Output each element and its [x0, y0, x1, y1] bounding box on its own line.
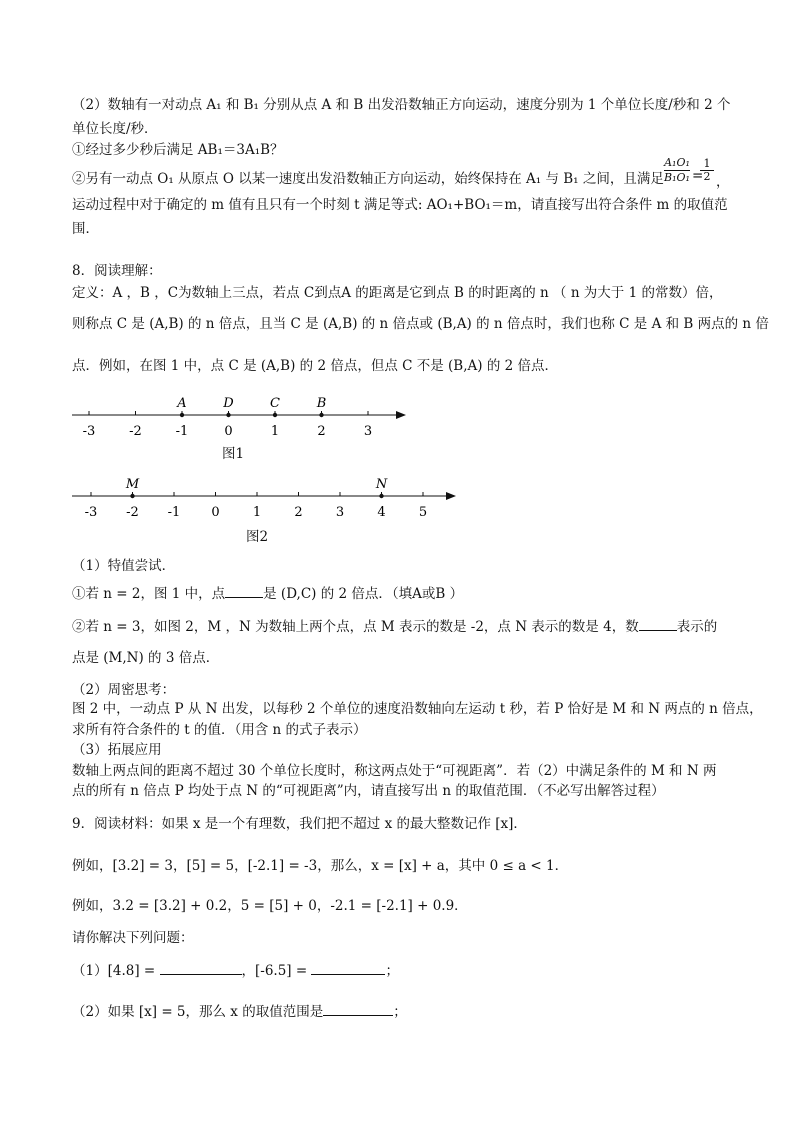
- point-label: M: [125, 477, 140, 492]
- answer-blank-1[interactable]: [225, 585, 263, 598]
- tick-label: 1: [270, 424, 280, 439]
- q8-definition-line1: 定义：A ，B ，C为数轴上三点，若点 C到点A 的距离是它到点 B 的时距离的 n （ n 为大于 1 的常数）倍，: [72, 285, 723, 301]
- point-label: N: [375, 477, 388, 492]
- q9-q1-text-b: ，[-6.5] =: [241, 963, 308, 979]
- tick-label: 2: [317, 424, 326, 439]
- q8-part3-line1: 数轴上两点间的距离不超过 30 个单位长度时，称这两点处于“可视距离”．若（2）中满足条件的 M 和 N 两: [72, 763, 717, 779]
- q8-part3-line2: 点的所有 n 倍点 P 均处于点 N 的“可视距离”内，请直接写出 n 的取值范围．（不必写出解答过程）: [72, 783, 665, 799]
- answer-blank-2[interactable]: [639, 618, 677, 631]
- q7-part2-line2: 单位长度/秒．: [72, 121, 158, 137]
- q7-sub1: ①经过多少秒后满足 AB₁＝3A₁B？: [72, 142, 284, 158]
- point-dot: [226, 413, 230, 417]
- q7-sub2-line2: 运动过程中对于确定的 m 值有且只有一个时刻 t 满足等式: AO₁+BO₁＝m，请直接写出符合条件 m 的取值范: [72, 197, 728, 213]
- comma: ，: [716, 174, 730, 190]
- tick-label: -2: [129, 424, 142, 439]
- fraction-one-half: [700, 158, 714, 183]
- tick-label: 4: [377, 505, 386, 520]
- point-label: C: [270, 396, 280, 411]
- q8-part2-line2: 求所有符合条件的 t 的值．（用含 n 的式子表示）: [72, 722, 367, 738]
- q7-part2-line1: （2）数轴有一对动点 A₁ 和 B₁ 分别从点 A 和 B 出发沿数轴正方向运动，速度分别为 1 个单位长度/秒和 2 个: [72, 97, 731, 113]
- tick-label: -3: [82, 424, 96, 439]
- q9-q1: [72, 962, 399, 980]
- q9-q2: [72, 1003, 407, 1021]
- q8-part1-q1-text-a: ①若 n = 2，图 1 中，点: [72, 586, 226, 602]
- q8-part1-q1-text-b: 是 (D,C) 的 2 倍点．（填A或B ）: [263, 586, 464, 602]
- point-dot: [130, 494, 134, 498]
- point-dot: [180, 413, 184, 417]
- answer-blank-q9-1b[interactable]: [311, 962, 385, 975]
- half-numerator: 1: [700, 158, 714, 171]
- answer-blank-q9-2[interactable]: [323, 1003, 393, 1016]
- q8-part1-q2-text-b: 表示的: [676, 619, 718, 635]
- axis-arrow: [446, 492, 456, 500]
- tick-label: 3: [363, 424, 373, 439]
- tick-label: 0: [224, 424, 233, 439]
- tick-label: -2: [126, 505, 139, 520]
- q9-example1: 例如，[3.2] = 3，[5] = 5，[-2.1] = -3，那么，x = [x] + a，其中 0 ≤ a < 1．: [72, 858, 569, 874]
- tick-label: 3: [335, 505, 345, 520]
- fraction-denominator: B₁O₁: [664, 171, 690, 184]
- figure1-caption: 图1: [222, 446, 245, 462]
- equals-sign: =: [692, 168, 704, 184]
- q7-sub2-line3: 围．: [72, 221, 99, 237]
- point-label: D: [223, 396, 234, 411]
- tick-label: 1: [252, 505, 262, 520]
- q8-part2-title: （2）周密思考：: [72, 682, 176, 698]
- q9-example2: 例如，3.2 = [3.2] + 0.2，5 = [5] + 0，-2.1 = [-2.1] + 0.9．: [72, 898, 468, 914]
- figure2-number-line: [72, 474, 462, 522]
- tick-label: 2: [294, 505, 303, 520]
- fraction-numerator: A₁O₁: [664, 156, 690, 169]
- q9-q1-text-a: （1）[4.8] =: [72, 963, 156, 979]
- q8-part1-q1: [72, 585, 463, 603]
- q9-q1-text-c: ；: [385, 963, 399, 979]
- q8-part2-line1: 图 2 中，一动点 P 从 N 出发，以每秒 2 个单位的速度沿数轴向左运动 t 秒，若 P 恰好是 M 和 N 两点的 n 倍点，: [72, 701, 763, 717]
- q8-part3-title: （3）拓展应用: [72, 742, 162, 758]
- point-dot: [379, 494, 383, 498]
- q9-q2-text-a: （2）如果 [x] = 5，那么 x 的取值范围是: [72, 1004, 324, 1020]
- tick-label: 0: [211, 505, 220, 520]
- q9-intro: 9．阅读材料：如果 x 是一个有理数，我们把不超过 x 的最大整数记作 [x]．: [72, 816, 527, 832]
- q8-part1-q2: [72, 618, 717, 636]
- tick-label: 5: [418, 505, 428, 520]
- point-dot: [319, 413, 323, 417]
- half-denominator: 2: [703, 170, 711, 183]
- tick-label: -1: [175, 424, 189, 439]
- q8-definition-line3: 点．例如，在图 1 中，点 C 是 (A,B) 的 2 倍点，但点 C 不是 (B,A) 的 2 倍点．: [72, 358, 558, 374]
- fraction-a1o1-over-b1o1: [664, 156, 690, 185]
- point-dot: [273, 413, 277, 417]
- q8-part1-q2-text-a: ②若 n = 3，如图 2，M ，N 为数轴上两个点，点 M 表示的数是 -2，点 N 表示的数是 4，数: [72, 619, 639, 635]
- q8-title: 8．阅读理解：: [72, 263, 162, 279]
- point-label: B: [316, 396, 327, 411]
- answer-blank-q9-1a[interactable]: [160, 962, 242, 975]
- q9-q2-text-b: ；: [393, 1004, 407, 1020]
- tick-label: -1: [167, 505, 181, 520]
- q8-part1-title: （1）特值尝试．: [72, 558, 176, 574]
- axis-arrow: [396, 411, 406, 419]
- tick-label: -3: [84, 505, 98, 520]
- point-label: A: [177, 396, 187, 411]
- q8-part1-q2-line2: 点是 (M,N) 的 3 倍点．: [72, 650, 220, 666]
- figure2-caption: 图2: [246, 529, 269, 545]
- q7-sub2-line1: ②另有一动点 O₁ 从原点 O 以某一速度出发沿数轴正方向运动，始终保持在 A₁ 与 B₁ 之间，且满足: [72, 171, 664, 187]
- q8-definition-line2: 则称点 C 是 (A,B) 的 n 倍点，且当 C 是 (A,B) 的 n 倍点或 (B,A) 的 n 倍点时，我们也称 C 是 A 和 B 两点的 n 倍: [72, 316, 769, 332]
- q9-prompt: 请你解决下列问题：: [72, 930, 194, 946]
